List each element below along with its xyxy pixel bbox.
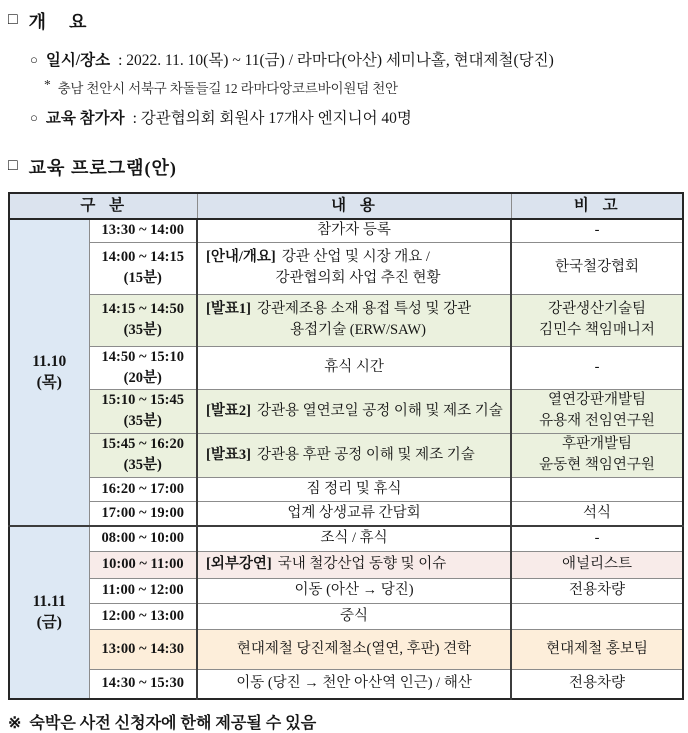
overview-title-text: 개 요 — [28, 12, 88, 32]
content-cell: [외부강연] 국내 철강산업 동향 및 이슈 — [197, 551, 511, 578]
header-gubun: 구 분 — [9, 193, 197, 219]
remark-cell: 후판개발팀 윤동현 책임연구원 — [511, 433, 683, 477]
content-cell: 현대제철 당진제철소(열연, 후판) 견학 — [197, 629, 511, 669]
square-bullet-icon: □ — [8, 157, 19, 174]
content-cell: 이동 (당진 → 천안 아산역 인근) / 해산 — [197, 669, 511, 699]
time-cell: 16:20 ~ 17:00 — [89, 477, 197, 501]
content-cell: [발표3] 강관용 후판 공정 이해 및 제조 기술 — [197, 433, 511, 477]
content-cell: 조식 / 휴식 — [197, 526, 511, 551]
table-row — [9, 477, 683, 501]
time-cell: 08:00 ~ 10:00 — [89, 526, 197, 551]
table-row — [9, 629, 683, 669]
time-cell: 14:15 ~ 14:50 (35분) — [89, 294, 197, 346]
table-row — [9, 551, 683, 578]
reference-mark-icon: ※ — [8, 715, 22, 733]
time-cell: 13:00 ~ 14:30 — [89, 629, 197, 669]
header-content: 내 용 — [197, 193, 511, 219]
content-cell: 휴식 시간 — [197, 346, 511, 389]
table-row — [9, 219, 683, 242]
content-cell: 짐 정리 및 휴식 — [197, 477, 511, 501]
table-row — [9, 669, 683, 699]
time-cell: 17:00 ~ 19:00 — [89, 501, 197, 526]
accommodation-footnote — [8, 710, 682, 733]
header-remark: 비 고 — [511, 193, 683, 219]
time-cell: 15:45 ~ 16:20 (35분) — [89, 433, 197, 477]
table-row — [9, 433, 683, 477]
content-cell: 중식 — [197, 603, 511, 629]
date-weekday: (금) — [36, 613, 62, 631]
participants-value: : 강관협의회 회원사 17개사 엔지니어 40명 — [132, 110, 412, 127]
time-cell: 14:50 ~ 15:10 (20분) — [89, 346, 197, 389]
asterisk-icon: * — [44, 77, 51, 92]
circle-bullet-icon: ○ — [30, 52, 38, 67]
remark-cell: 현대제철 홍보팀 — [511, 629, 683, 669]
remark-cell: - — [511, 526, 683, 551]
date-cell-day1 — [9, 219, 89, 526]
table-row — [9, 578, 683, 603]
remark-cell: 열연강판개발팀 유용재 전임연구원 — [511, 389, 683, 433]
date-venue-line — [30, 48, 682, 70]
date-number: 11.10 — [32, 352, 67, 370]
overview-section-title — [8, 8, 682, 34]
content-cell: 업계 상생교류 간담회 — [197, 501, 511, 526]
remark-cell: 석식 — [511, 501, 683, 526]
circle-bullet-icon: ○ — [30, 110, 38, 125]
time-cell: 14:00 ~ 14:15 (15분) — [89, 242, 197, 294]
venue-address-text: 충남 천안시 서북구 차돌들길 12 라마다앙코르바이원덤 천안 — [57, 81, 398, 96]
date-venue-value: : 2022. 11. 10(목) ~ 11(금) / 라마다(아산) 세미나홀, 현대제철(당진) — [118, 52, 554, 69]
square-bullet-icon: □ — [8, 11, 19, 28]
footnote-text: 숙박은 사전 신청자에 한해 제공될 수 있음 — [29, 715, 317, 733]
participants-label: 교육 참가자 — [45, 110, 125, 127]
program-section-title — [8, 154, 682, 180]
remark-cell — [511, 603, 683, 629]
time-cell: 10:00 ~ 11:00 — [89, 551, 197, 578]
table-row — [9, 389, 683, 433]
program-title-text: 교육 프로그램(안) — [28, 158, 177, 178]
venue-address-note — [44, 77, 682, 97]
time-cell: 14:30 ~ 15:30 — [89, 669, 197, 699]
time-cell: 13:30 ~ 14:00 — [89, 219, 197, 242]
remark-cell: 전용차량 — [511, 669, 683, 699]
table-row — [9, 242, 683, 294]
content-cell: [발표2] 강관용 열연코일 공정 이해 및 제조 기술 — [197, 389, 511, 433]
overview-block — [30, 48, 682, 128]
table-row — [9, 603, 683, 629]
table-row — [9, 346, 683, 389]
remark-cell — [511, 477, 683, 501]
time-cell: 12:00 ~ 13:00 — [89, 603, 197, 629]
participants-line — [30, 106, 682, 128]
date-cell-day2 — [9, 526, 89, 699]
date-venue-label: 일시/장소 — [45, 52, 111, 69]
date-number: 11.11 — [32, 592, 66, 610]
content-cell: 참가자 등록 — [197, 219, 511, 242]
remark-cell: 전용차량 — [511, 578, 683, 603]
content-cell: 이동 (아산 → 당진) — [197, 578, 511, 603]
remark-cell: 한국철강협회 — [511, 242, 683, 294]
remark-cell: - — [511, 346, 683, 389]
program-schedule-table — [8, 192, 684, 700]
content-cell: [안내/개요] 강관 산업 및 시장 개요 / 강관협의회 사업 추진 현황 — [197, 242, 511, 294]
table-row — [9, 501, 683, 526]
date-weekday: (목) — [36, 373, 62, 391]
content-cell: [발표1] 강관제조용 소재 용접 특성 및 강관 용접기술 (ERW/SAW) — [197, 294, 511, 346]
table-row — [9, 526, 683, 551]
time-cell: 11:00 ~ 12:00 — [89, 578, 197, 603]
remark-cell: 강관생산기술팀 김민수 책임매니저 — [511, 294, 683, 346]
table-header-row — [9, 193, 683, 219]
table-row — [9, 294, 683, 346]
time-cell: 15:10 ~ 15:45 (35분) — [89, 389, 197, 433]
remark-cell: 애널리스트 — [511, 551, 683, 578]
remark-cell: - — [511, 219, 683, 242]
